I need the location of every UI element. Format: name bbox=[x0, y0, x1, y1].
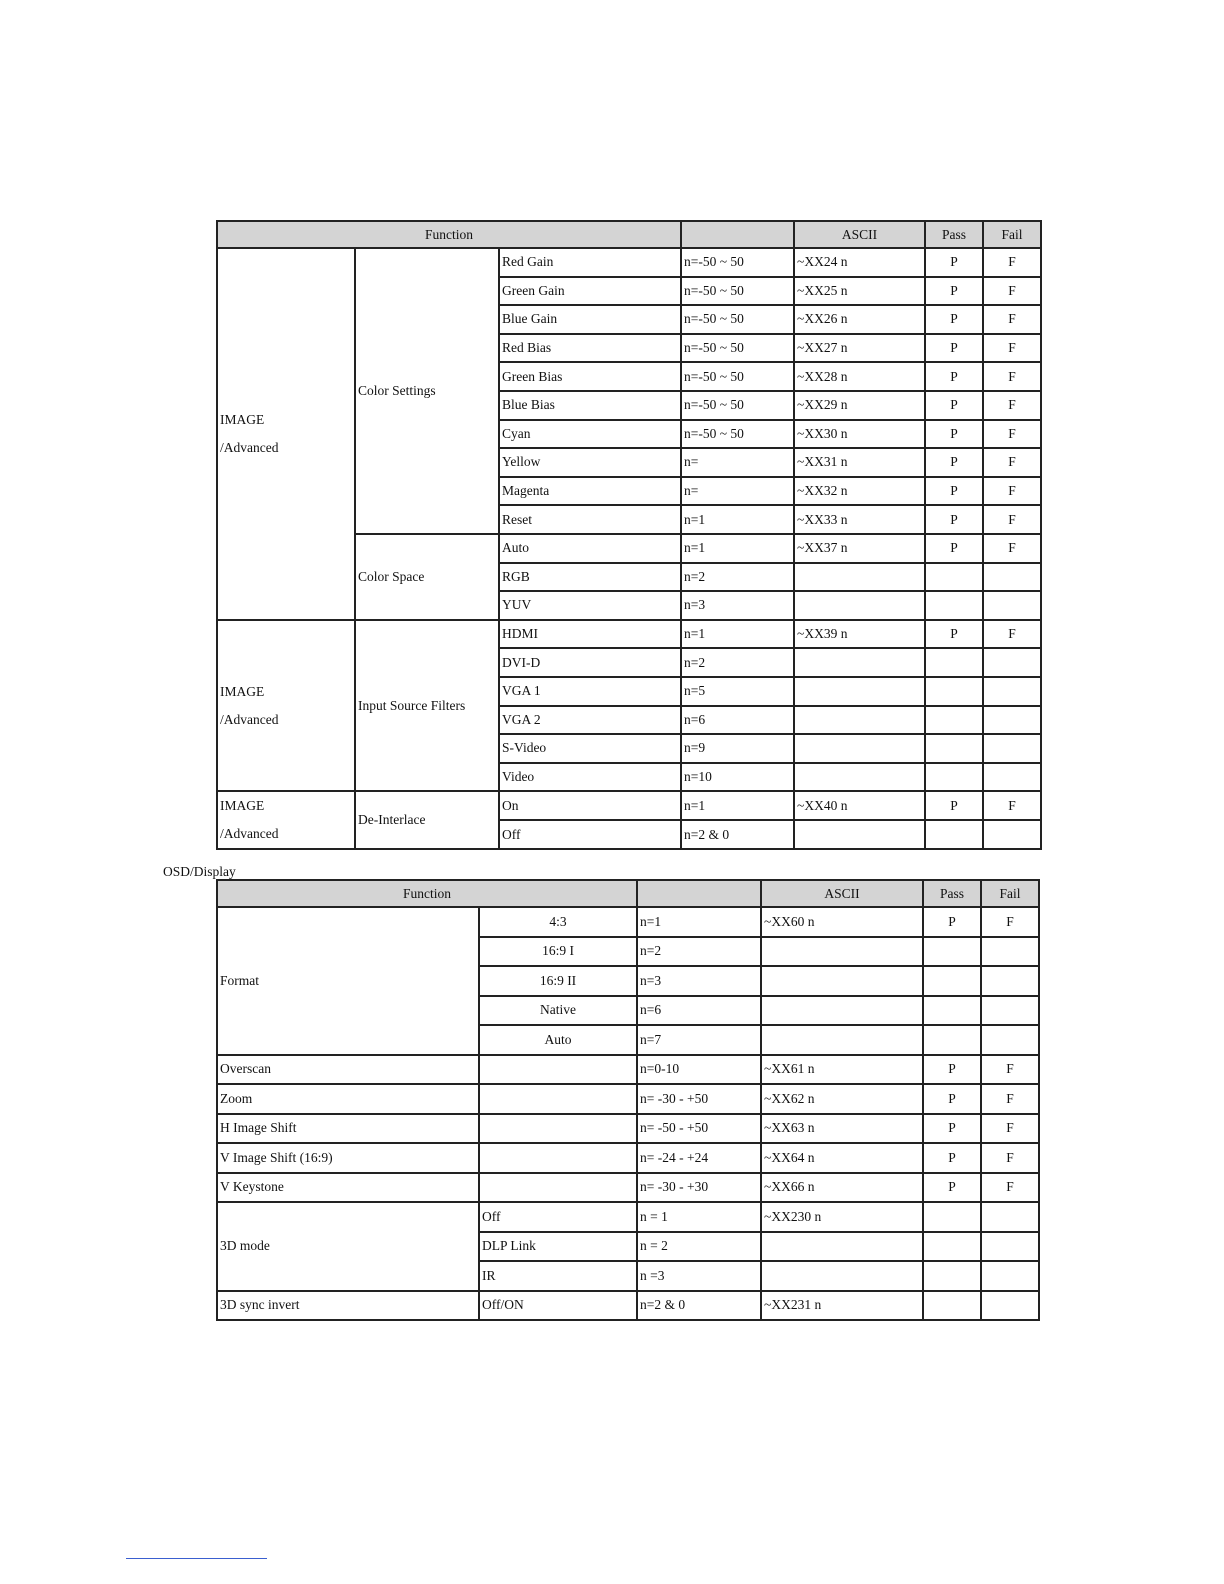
pass-cell: P bbox=[925, 477, 983, 506]
table-row bbox=[217, 1202, 1039, 1232]
ascii-cell: ~XX30 n bbox=[794, 420, 925, 449]
fail-cell bbox=[983, 563, 1041, 592]
fail-cell: F bbox=[983, 391, 1041, 420]
table-header-row bbox=[217, 880, 1039, 907]
item-cell: Red Gain bbox=[499, 248, 681, 277]
item-cell: Blue Gain bbox=[499, 305, 681, 334]
value-cell: n = 1 bbox=[637, 1202, 761, 1232]
value-cell: n=6 bbox=[637, 996, 761, 1026]
ascii-cell: ~XX37 n bbox=[794, 534, 925, 563]
pass-cell: P bbox=[923, 1055, 981, 1085]
pass-cell bbox=[925, 648, 983, 677]
ascii-cell: ~XX64 n bbox=[761, 1143, 923, 1173]
value-cell: n=-50 ~ 50 bbox=[681, 391, 794, 420]
table-row bbox=[217, 791, 1041, 820]
value-cell: n=2 bbox=[681, 648, 794, 677]
ascii-cell: ~XX61 n bbox=[761, 1055, 923, 1085]
item-cell: S-Video bbox=[499, 734, 681, 763]
function-cell: 3D mode bbox=[217, 1202, 479, 1291]
value-cell: n=-50 ~ 50 bbox=[681, 248, 794, 277]
pass-header: Pass bbox=[925, 221, 983, 248]
item-cell: Green Gain bbox=[499, 277, 681, 306]
function-cell: Overscan bbox=[217, 1055, 479, 1085]
category-line-2: /Advanced bbox=[220, 711, 279, 727]
option-cell bbox=[479, 1055, 637, 1085]
item-cell: Green Bias bbox=[499, 362, 681, 391]
option-cell: IR bbox=[479, 1261, 637, 1291]
fail-cell bbox=[983, 820, 1041, 849]
option-cell bbox=[479, 1173, 637, 1203]
function-cell: H Image Shift bbox=[217, 1114, 479, 1144]
pass-cell: P bbox=[925, 620, 983, 649]
fail-cell bbox=[983, 677, 1041, 706]
value-cell: n=2 bbox=[637, 937, 761, 967]
value-cell: n=0-10 bbox=[637, 1055, 761, 1085]
option-cell: 16:9 I bbox=[479, 937, 637, 967]
table-header-row bbox=[217, 221, 1041, 248]
value-cell: n=1 bbox=[681, 620, 794, 649]
pass-cell bbox=[925, 763, 983, 792]
osd-display-table bbox=[216, 879, 1040, 1321]
ascii-cell bbox=[761, 966, 923, 996]
ascii-cell: ~XX31 n bbox=[794, 448, 925, 477]
pass-cell: P bbox=[925, 534, 983, 563]
fail-cell: F bbox=[981, 1143, 1039, 1173]
section-label: OSD/Display bbox=[163, 864, 236, 879]
ascii-cell: ~XX63 n bbox=[761, 1114, 923, 1144]
ascii-cell: ~XX66 n bbox=[761, 1173, 923, 1203]
ascii-header: ASCII bbox=[761, 880, 923, 907]
ascii-cell bbox=[794, 563, 925, 592]
item-cell: Blue Bias bbox=[499, 391, 681, 420]
option-cell bbox=[479, 1114, 637, 1144]
subgroup-cell: De-Interlace bbox=[355, 791, 499, 849]
fail-cell bbox=[983, 763, 1041, 792]
pass-cell bbox=[923, 1291, 981, 1321]
fail-cell bbox=[981, 996, 1039, 1026]
value-cell: n=2 & 0 bbox=[637, 1291, 761, 1321]
ascii-header: ASCII bbox=[794, 221, 925, 248]
value-cell: n=-50 ~ 50 bbox=[681, 420, 794, 449]
item-cell: On bbox=[499, 791, 681, 820]
option-cell: 16:9 II bbox=[479, 966, 637, 996]
value-cell: n=1 bbox=[681, 505, 794, 534]
fail-cell: F bbox=[983, 248, 1041, 277]
table-row bbox=[217, 1173, 1039, 1203]
value-cell: n=-50 ~ 50 bbox=[681, 305, 794, 334]
pass-cell bbox=[925, 820, 983, 849]
pass-cell bbox=[923, 996, 981, 1026]
pass-cell: P bbox=[925, 277, 983, 306]
table-row bbox=[217, 1114, 1039, 1144]
fail-cell bbox=[983, 591, 1041, 620]
pass-cell: P bbox=[925, 791, 983, 820]
ascii-cell bbox=[761, 996, 923, 1026]
fail-cell bbox=[981, 1291, 1039, 1321]
value-cell: n= bbox=[681, 477, 794, 506]
pass-cell bbox=[925, 677, 983, 706]
item-cell: Red Bias bbox=[499, 334, 681, 363]
pass-cell: P bbox=[925, 448, 983, 477]
fail-cell bbox=[981, 1025, 1039, 1055]
pass-cell: P bbox=[923, 1084, 981, 1114]
value-cell: n=2 & 0 bbox=[681, 820, 794, 849]
category-line-1: IMAGE bbox=[220, 798, 265, 814]
item-cell: Magenta bbox=[499, 477, 681, 506]
fail-cell bbox=[981, 966, 1039, 996]
value-cell: n=9 bbox=[681, 734, 794, 763]
fail-cell: F bbox=[983, 334, 1041, 363]
item-cell: DVI-D bbox=[499, 648, 681, 677]
pass-cell: P bbox=[925, 420, 983, 449]
ascii-cell: ~XX32 n bbox=[794, 477, 925, 506]
ascii-cell: ~XX29 n bbox=[794, 391, 925, 420]
ascii-cell bbox=[794, 763, 925, 792]
value-cell: n=3 bbox=[637, 966, 761, 996]
value-cell: n=-50 ~ 50 bbox=[681, 334, 794, 363]
ascii-cell: ~XX28 n bbox=[794, 362, 925, 391]
pass-cell bbox=[923, 1261, 981, 1291]
function-header: Function bbox=[217, 880, 637, 907]
item-cell: VGA 1 bbox=[499, 677, 681, 706]
ascii-cell: ~XX24 n bbox=[794, 248, 925, 277]
pass-cell: P bbox=[923, 1173, 981, 1203]
pass-cell: P bbox=[925, 362, 983, 391]
option-cell: Native bbox=[479, 996, 637, 1026]
fail-cell: F bbox=[983, 277, 1041, 306]
pass-header: Pass bbox=[923, 880, 981, 907]
fail-header: Fail bbox=[983, 221, 1041, 248]
option-cell: Off/ON bbox=[479, 1291, 637, 1321]
ascii-cell bbox=[794, 648, 925, 677]
item-cell: Off bbox=[499, 820, 681, 849]
fail-cell: F bbox=[983, 477, 1041, 506]
value-cell: n=-50 ~ 50 bbox=[681, 362, 794, 391]
ascii-cell bbox=[761, 1232, 923, 1262]
fail-cell: F bbox=[981, 1055, 1039, 1085]
fail-cell: F bbox=[981, 907, 1039, 937]
table-row bbox=[217, 907, 1039, 937]
pass-cell: P bbox=[923, 1143, 981, 1173]
fail-cell bbox=[981, 937, 1039, 967]
pass-cell bbox=[923, 966, 981, 996]
category-line-2: /Advanced bbox=[220, 439, 279, 455]
fail-cell: F bbox=[983, 534, 1041, 563]
ascii-cell: ~XX231 n bbox=[761, 1291, 923, 1321]
value-cell: n=6 bbox=[681, 706, 794, 735]
function-header: Function bbox=[217, 221, 681, 248]
ascii-cell: ~XX60 n bbox=[761, 907, 923, 937]
category-cell bbox=[217, 248, 355, 620]
ascii-cell bbox=[794, 677, 925, 706]
value-cell: n=-50 ~ 50 bbox=[681, 277, 794, 306]
category-line-1: IMAGE bbox=[220, 411, 265, 427]
fail-cell: F bbox=[981, 1114, 1039, 1144]
ascii-cell bbox=[794, 734, 925, 763]
item-cell: Auto bbox=[499, 534, 681, 563]
item-cell: RGB bbox=[499, 563, 681, 592]
item-cell: YUV bbox=[499, 591, 681, 620]
pass-cell bbox=[925, 563, 983, 592]
item-cell: HDMI bbox=[499, 620, 681, 649]
fail-cell bbox=[983, 734, 1041, 763]
pass-cell bbox=[925, 591, 983, 620]
function-cell: V Image Shift (16:9) bbox=[217, 1143, 479, 1173]
value-cell: n = 2 bbox=[637, 1232, 761, 1262]
value-cell: n=2 bbox=[681, 563, 794, 592]
pass-cell: P bbox=[925, 391, 983, 420]
ascii-cell bbox=[761, 1261, 923, 1291]
item-cell: Cyan bbox=[499, 420, 681, 449]
fail-cell: F bbox=[981, 1084, 1039, 1114]
table-row bbox=[217, 1084, 1039, 1114]
fail-cell: F bbox=[983, 505, 1041, 534]
subgroup-cell: Color Settings bbox=[355, 248, 499, 534]
pass-cell bbox=[923, 1202, 981, 1232]
pass-cell bbox=[925, 706, 983, 735]
category-line-1: IMAGE bbox=[220, 683, 265, 699]
category-cell bbox=[217, 620, 355, 792]
value-cell: n=1 bbox=[681, 534, 794, 563]
category-cell bbox=[217, 791, 355, 849]
value-cell: n=3 bbox=[681, 591, 794, 620]
fail-cell: F bbox=[983, 420, 1041, 449]
value-cell: n=10 bbox=[681, 763, 794, 792]
value-cell: n= -24 - +24 bbox=[637, 1143, 761, 1173]
function-cell: Zoom bbox=[217, 1084, 479, 1114]
ascii-cell: ~XX40 n bbox=[794, 791, 925, 820]
table-row bbox=[217, 1143, 1039, 1173]
pass-cell: P bbox=[925, 305, 983, 334]
value-header bbox=[637, 880, 761, 907]
value-cell: n= bbox=[681, 448, 794, 477]
value-cell: n =3 bbox=[637, 1261, 761, 1291]
value-cell: n= -30 - +50 bbox=[637, 1084, 761, 1114]
category-line-2: /Advanced bbox=[220, 826, 279, 842]
function-cell: 3D sync invert bbox=[217, 1291, 479, 1321]
option-cell: Auto bbox=[479, 1025, 637, 1055]
ascii-cell: ~XX230 n bbox=[761, 1202, 923, 1232]
pass-cell bbox=[925, 734, 983, 763]
item-cell: VGA 2 bbox=[499, 706, 681, 735]
pass-cell bbox=[923, 937, 981, 967]
item-cell: Yellow bbox=[499, 448, 681, 477]
ascii-cell: ~XX26 n bbox=[794, 305, 925, 334]
table-row bbox=[217, 1291, 1039, 1321]
image-advanced-table bbox=[216, 220, 1042, 850]
fail-header: Fail bbox=[981, 880, 1039, 907]
value-cell: n= -50 - +50 bbox=[637, 1114, 761, 1144]
pass-cell: P bbox=[925, 334, 983, 363]
pass-cell: P bbox=[923, 1114, 981, 1144]
subgroup-cell: Input Source Filters bbox=[355, 620, 499, 792]
pass-cell bbox=[923, 1025, 981, 1055]
fail-cell bbox=[983, 706, 1041, 735]
fail-cell bbox=[981, 1232, 1039, 1262]
fail-cell: F bbox=[983, 305, 1041, 334]
ascii-cell bbox=[761, 937, 923, 967]
fail-cell: F bbox=[983, 362, 1041, 391]
ascii-cell bbox=[794, 591, 925, 620]
function-cell: V Keystone bbox=[217, 1173, 479, 1203]
ascii-cell: ~XX27 n bbox=[794, 334, 925, 363]
option-cell: 4:3 bbox=[479, 907, 637, 937]
value-cell: n=1 bbox=[681, 791, 794, 820]
ascii-cell: ~XX33 n bbox=[794, 505, 925, 534]
function-cell: Format bbox=[217, 907, 479, 1055]
fail-cell: F bbox=[983, 620, 1041, 649]
option-cell bbox=[479, 1143, 637, 1173]
table-row bbox=[217, 1055, 1039, 1085]
value-cell: n= -30 - +30 bbox=[637, 1173, 761, 1203]
fail-cell bbox=[981, 1261, 1039, 1291]
fail-cell bbox=[983, 648, 1041, 677]
ascii-cell bbox=[761, 1025, 923, 1055]
pass-cell: P bbox=[925, 505, 983, 534]
option-cell bbox=[479, 1084, 637, 1114]
value-cell: n=7 bbox=[637, 1025, 761, 1055]
fail-cell: F bbox=[983, 448, 1041, 477]
fail-cell bbox=[981, 1202, 1039, 1232]
ascii-cell bbox=[794, 706, 925, 735]
option-cell: DLP Link bbox=[479, 1232, 637, 1262]
ascii-cell: ~XX25 n bbox=[794, 277, 925, 306]
footnote-divider bbox=[126, 1558, 267, 1559]
ascii-cell: ~XX39 n bbox=[794, 620, 925, 649]
subgroup-cell: Color Space bbox=[355, 534, 499, 620]
value-header bbox=[681, 221, 794, 248]
value-cell: n=1 bbox=[637, 907, 761, 937]
pass-cell: P bbox=[923, 907, 981, 937]
table-row bbox=[217, 248, 1041, 277]
option-cell: Off bbox=[479, 1202, 637, 1232]
ascii-cell bbox=[794, 820, 925, 849]
item-cell: Reset bbox=[499, 505, 681, 534]
fail-cell: F bbox=[983, 791, 1041, 820]
value-cell: n=5 bbox=[681, 677, 794, 706]
pass-cell: P bbox=[925, 248, 983, 277]
item-cell: Video bbox=[499, 763, 681, 792]
ascii-cell: ~XX62 n bbox=[761, 1084, 923, 1114]
pass-cell bbox=[923, 1232, 981, 1262]
table-row bbox=[217, 620, 1041, 649]
fail-cell: F bbox=[981, 1173, 1039, 1203]
